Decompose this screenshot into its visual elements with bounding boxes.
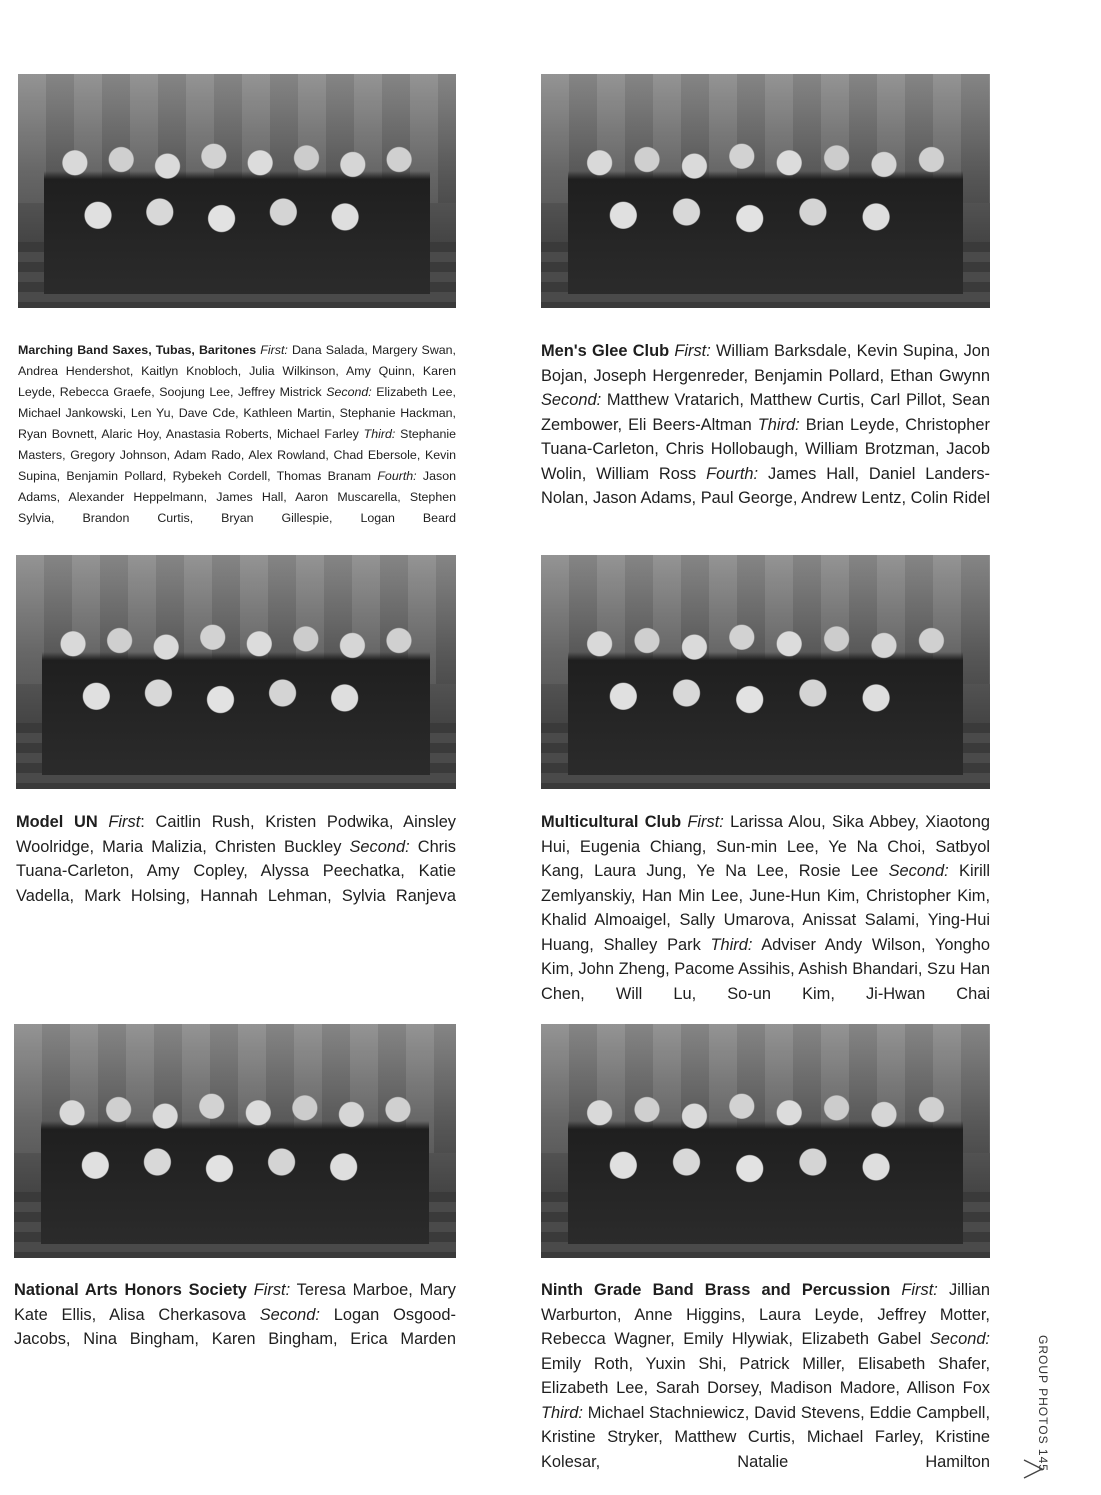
names-text: Chris Tuana-Carleton, Amy Copley, Alyssa Peechatka, Katie Vadella, Mark Holsing, Hannah Lehman, Sylvia Ranjeva <box>16 837 456 905</box>
photo-marching-band <box>18 74 456 308</box>
caption-title: Men's Glee Club <box>541 342 670 360</box>
photo-national-arts-honors-society <box>14 1024 456 1258</box>
caption-title: Ninth Grade Band Brass and Percussion <box>541 1281 891 1299</box>
caption-model-un <box>16 810 456 908</box>
row-label: First: <box>253 1281 291 1299</box>
row-label: Third: <box>710 935 753 954</box>
caption-title: Marching Band Saxes, Tubas, Baritones <box>18 343 257 357</box>
row-label: Third: <box>757 415 800 434</box>
photo-ninth-grade-band <box>541 1024 990 1258</box>
caption-mens-glee-club <box>541 339 990 511</box>
row-label: Second: <box>541 391 602 409</box>
row-label: Second: <box>888 862 949 880</box>
names-text: Brian Leyde, Christopher Tuana-Carleton, Chris Hollobaugh, William Brotzman, Jacob Wolin, William Ross <box>541 415 990 483</box>
page-label-text: GROUP PHOTOS 145 <box>1036 1335 1050 1472</box>
row-label: Third: <box>363 427 396 441</box>
row-label: Fourth: <box>377 469 417 483</box>
caption-title: National Arts Honors Society <box>14 1281 247 1299</box>
names-text: Michael Stachniewicz, David Stevens, Eddie Campbell, Kristine Stryker, Matthew Curtis, Michael Farley, Kristine Kolesar, Natalie Hamilton <box>541 1403 990 1471</box>
names-text: William Barksdale, Kevin Supina, Jon Bojan, Joseph Hergenreder, Benjamin Pollard, Ethan Gwynn <box>541 342 990 385</box>
names-text: Matthew Vratarich, Matthew Curtis, Carl Pillot, Sean Zembower, Eli Beers-Altman <box>541 391 990 434</box>
caption-names <box>541 1281 990 1471</box>
caption-title: Multicultural Club <box>541 813 682 831</box>
row-label: First <box>108 813 141 831</box>
row-label: Second: <box>259 1305 320 1324</box>
names-text: Kirill Zemlyanskiy, Han Min Lee, June-Hun Kim, Christopher Kim, Khalid Almoaigel, Sally Umarova, Anissat Salami, Ying-Hui Huang, Shalley Park <box>541 862 990 954</box>
names-text: : Caitlin Rush, Kristen Podwika, Ainsley Woolridge, Maria Malizia, Christen Buckley <box>16 813 457 856</box>
names-text: Larissa Alou, Sika Abbey, Xiaotong Hui, Eugenia Chiang, Sun-min Lee, Ye Na Choi, Satbyol Kang, Laura Jung, Ye Na Lee, Rosie Lee <box>541 813 990 880</box>
photo-mens-glee-club <box>541 74 990 308</box>
names-text: James Hall, Daniel Landers-Nolan, Jason Adams, Paul George, Andrew Lentz, Colin Ridel <box>541 464 990 507</box>
names-text: Jason Adams, Alexander Heppelmann, James Hall, Aaron Muscarella, Stephen Sylvia, Brandon Curtis, Bryan Gillespie, Logan Beard <box>18 469 456 525</box>
row-label: First: <box>674 342 711 360</box>
row-label: First: <box>901 1281 938 1299</box>
caption-names <box>18 343 456 525</box>
caption-ninth-grade-band <box>541 1278 990 1474</box>
caption-title: Model UN <box>16 813 98 831</box>
names-text: Teresa Marboe, Mary Kate Ellis, Alisa Cherkasova <box>14 1281 457 1324</box>
page-label <box>1030 1335 1050 1472</box>
caption-multicultural-club <box>541 810 990 1006</box>
names-text: Logan Osgood-Jacobs, Nina Bingham, Karen Bingham, Erica Marden <box>14 1305 456 1348</box>
caption-national-arts-honors-society <box>14 1278 456 1352</box>
caption-marching-band <box>18 340 456 529</box>
names-text: Stephanie Masters, Gregory Johnson, Adam Rado, Alex Rowland, Chad Ebersole, Kevin Supina, Benjamin Pollard, Rybekeh Cordell, Thomas Branam <box>18 427 456 483</box>
row-label: Second: <box>349 837 410 856</box>
row-label: Fourth: <box>706 464 759 483</box>
page-corner-icon <box>1020 1458 1048 1480</box>
caption-names <box>541 813 990 1003</box>
names-text: Dana Salada, Margery Swan, Andrea Hendershot, Kaitlyn Knobloch, Julia Wilkinson, Amy Quinn, Karen Leyde, Rebecca Graefe, Soojung Lee, Jeffrey Mistrick <box>18 343 456 399</box>
names-text: Emily Roth, Yuxin Shi, Patrick Miller, Elisabeth Shafer, Elizabeth Lee, Sarah Dorsey, Madison Madore, Allison Fox <box>541 1354 990 1397</box>
photo-model-un <box>16 555 456 789</box>
names-text: Jillian Warburton, Anne Higgins, Laura Leyde, Jeffrey Motter, Rebecca Wagner, Emily Hlywiak, Elizabeth Gabel <box>541 1281 991 1348</box>
caption-names <box>541 342 990 507</box>
row-label: Second: <box>929 1330 990 1348</box>
names-text: Adviser Andy Wilson, Yongho Kim, John Zheng, Pacome Assihis, Ashish Bhandari, Szu Han Chen, Will Lu, So-un Kim, Ji-Hwan Chai <box>541 935 990 1003</box>
row-label: Second: <box>326 385 372 399</box>
names-text: Elizabeth Lee, Michael Jankowski, Len Yu, Dave Cde, Kathleen Martin, Stephanie Hackman, Ryan Bovnett, Alaric Hoy, Anastasia Roberts, Michael Farley <box>18 385 456 441</box>
row-label: Third: <box>541 1403 583 1422</box>
photo-multicultural-club <box>541 555 990 789</box>
row-label: First: <box>687 813 724 831</box>
row-label: First: <box>260 343 288 357</box>
